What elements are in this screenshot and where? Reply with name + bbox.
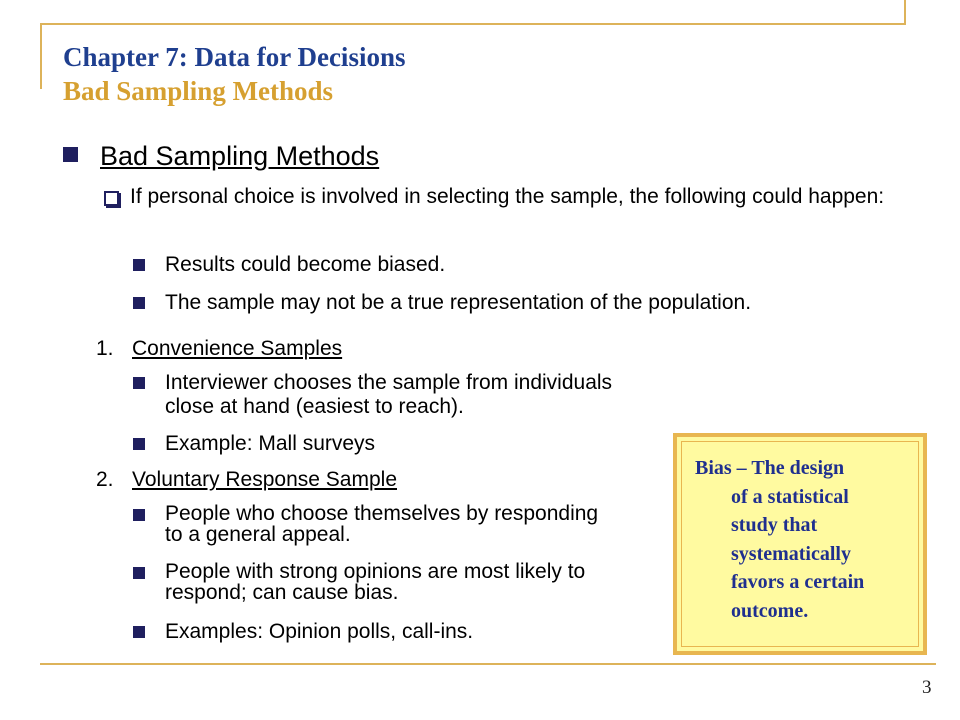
section-point-text: Interviewer chooses the sample from individuals close at hand (easiest to reach). xyxy=(165,371,613,418)
section-heading xyxy=(96,337,342,361)
top-right-rule xyxy=(904,0,906,25)
hollow-square-bullet-icon xyxy=(104,191,119,206)
square-bullet-icon xyxy=(133,509,145,521)
callout-line: Bias – The design xyxy=(695,457,845,479)
left-rule xyxy=(40,23,42,89)
intro-text: If personal choice is involved in selecting the sample, the following could happen: xyxy=(130,185,885,208)
section-point-text: Examples: Opinion polls, call-ins. xyxy=(165,620,474,643)
callout-line: systematically xyxy=(731,542,851,565)
slide-title xyxy=(63,40,405,108)
bottom-rule xyxy=(40,663,936,665)
callout-line: study that xyxy=(731,514,818,536)
section-point-text: Example: Mall surveys xyxy=(165,432,376,455)
section-title: Voluntary Response Sample xyxy=(132,468,397,491)
section-point-text: People with strong opinions are most likely to respond; can cause bias. xyxy=(165,560,586,604)
callout-line: favors a certain xyxy=(731,571,865,593)
bias-definition-box xyxy=(673,433,927,655)
section-point xyxy=(133,620,473,644)
square-bullet-icon xyxy=(133,626,145,638)
square-bullet-icon xyxy=(133,259,145,271)
main-heading xyxy=(63,138,379,174)
intro-point xyxy=(104,180,924,213)
section-point xyxy=(133,371,653,419)
intro-sub-point-text: Results could become biased. xyxy=(165,253,446,276)
slide-subtitle: Bad Sampling Methods xyxy=(63,76,334,106)
intro-sub-point-text: The sample may not be a true representation of the population. xyxy=(165,291,752,314)
square-bullet-icon xyxy=(133,377,145,389)
section-point-text: People who choose themselves by responding to a general appeal. xyxy=(165,502,599,546)
section-point xyxy=(133,432,375,456)
section-number: 2. xyxy=(96,468,114,491)
square-bullet-icon xyxy=(133,438,145,450)
chapter-title: Chapter 7: Data for Decisions xyxy=(63,42,406,72)
section-title: Convenience Samples xyxy=(132,337,343,360)
section-number: 1. xyxy=(96,337,114,360)
intro-sub-point xyxy=(133,291,751,315)
section-heading xyxy=(96,468,397,492)
square-bullet-icon xyxy=(63,147,78,162)
square-bullet-icon xyxy=(133,567,145,579)
intro-sub-point xyxy=(133,253,445,277)
section-point xyxy=(133,561,623,603)
page-number: 3 xyxy=(922,677,932,698)
callout-line: of a statistical xyxy=(731,485,849,508)
square-bullet-icon xyxy=(133,297,145,309)
section-point xyxy=(133,503,613,545)
bias-definition-text xyxy=(695,454,921,625)
main-heading-text: Bad Sampling Methods xyxy=(100,141,380,171)
callout-line: outcome. xyxy=(731,599,809,622)
top-rule xyxy=(40,23,904,25)
